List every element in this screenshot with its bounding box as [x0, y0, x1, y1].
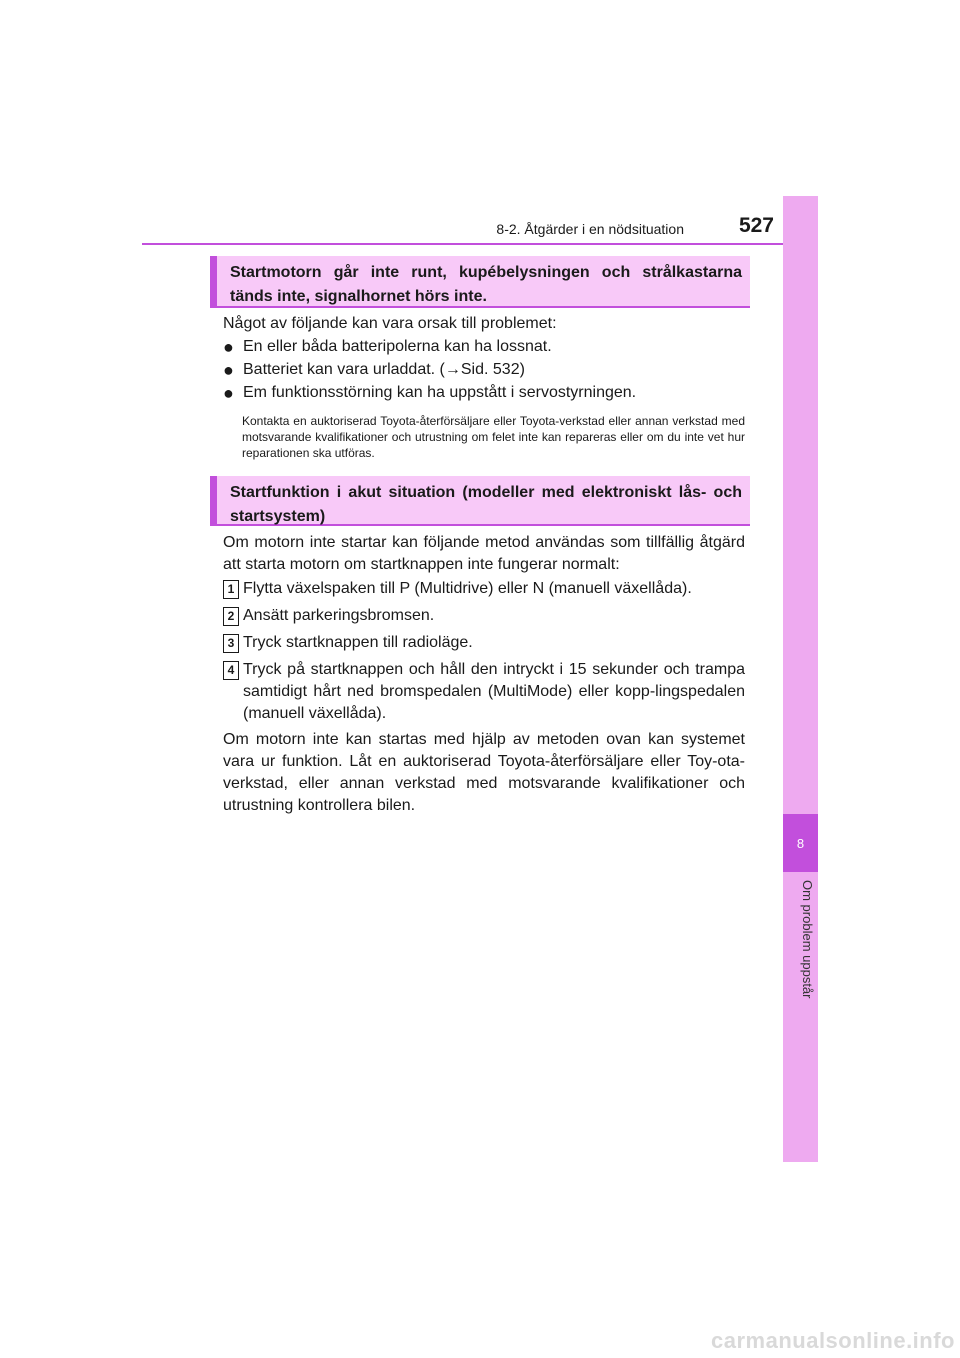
bullet-icon: ● [223, 360, 234, 380]
section2-intro: Om motorn inte startar kan följande metod användas som tillfällig åtgärd att starta motorn om startknappen inte fungerar normalt: [223, 534, 745, 573]
step-number-badge: 1 [223, 580, 239, 599]
chapter-title-vertical: Om problem uppstår [800, 880, 815, 999]
step-number-badge: 2 [223, 607, 239, 626]
bullet-text: En eller båda batteripolerna kan ha lossnat. [243, 338, 552, 355]
watermark: carmanualsonline.info [711, 1328, 955, 1353]
step-text: Flytta växelspaken till P (Multidrive) eller N (manuell växellåda). [243, 580, 692, 597]
section-heading-starter: Startmotorn går inte runt, kupébelysningen och strålkastarna tänds inte, signalhornet hörs inte. [210, 256, 750, 308]
step-text: Ansätt parkeringsbromsen. [243, 607, 435, 624]
bullet-icon: ● [223, 383, 234, 403]
section2-closing: Om motorn inte kan startas med hjälp av metoden ovan kan systemet vara ur funktion. Låt en auktoriserad Toyota-återförsäljare eller Toy-ota-verkstad, eller annan verkstad med motsvarande kvalifikationer och utrustning kontrollera bilen. [223, 731, 745, 814]
chapter-number: 8 [796, 835, 805, 851]
bullet-text: Em funktionsstörning kan ha uppstått i servostyrningen. [243, 384, 637, 401]
bullet-text: Batteriet kan vara urladdat. (→Sid. 532) [243, 361, 525, 378]
bullet-item [223, 336, 745, 358]
step-number-badge: 4 [223, 661, 239, 680]
chapter-number-tab [783, 814, 818, 872]
section-heading-emergency-start: Startfunktion i akut situation (modeller med elektroniskt lås- och startsystem) [210, 476, 750, 526]
bullet-item [223, 359, 745, 381]
running-header-section: 8-2. Åtgärder i en nödsituation [496, 221, 684, 237]
bullet-item [223, 382, 745, 404]
section1-note: Kontakta en auktoriserad Toyota-återförsäljare eller Toyota-verkstad eller annan verkstad med motsvarande kvalifikationer och utrustning om felet inte kan repareras eller om du inte vet hur reparationen ska utföras. [242, 414, 745, 460]
section1-intro: Något av följande kan vara orsak till problemet: [223, 315, 557, 332]
step-number-badge: 3 [223, 634, 239, 653]
page-number: 527 [738, 214, 774, 237]
step-text: Tryck startknappen till radioläge. [243, 634, 473, 651]
header-rule [142, 243, 818, 245]
bullet-icon: ● [223, 337, 234, 357]
step-text: Tryck på startknappen och håll den intryckt i 15 sekunder och trampa samtidigt hårt ned bromspedalen (MultiMode) eller kopp-lingspedalen (manuell växellåda). [243, 661, 745, 722]
